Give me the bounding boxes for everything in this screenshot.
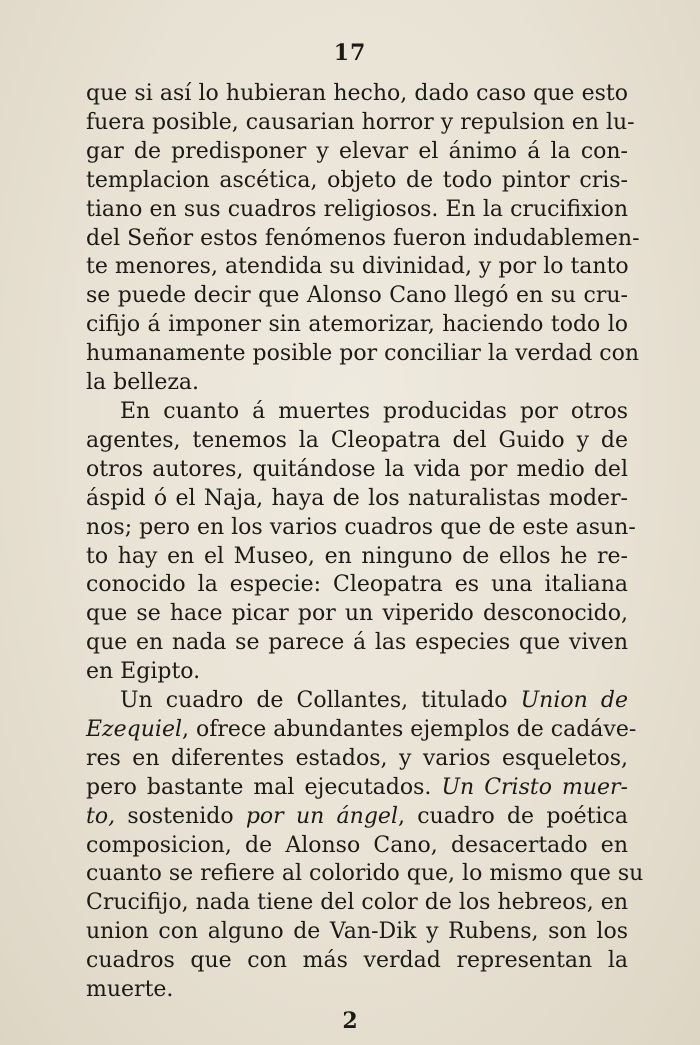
text-line: agentes, tenemos la Cleopatra del Guido y de xyxy=(86,427,628,453)
text-line: fuera posible, causarian horror y repulsion en lu- xyxy=(86,109,635,135)
text-line: muerte. xyxy=(86,977,174,1003)
text-line: otros autores, quitándose la vida por medio del xyxy=(86,456,628,482)
paragraph xyxy=(86,687,644,1005)
text-line: union con alguno de Van-Dik y Rubens, son los xyxy=(86,919,628,945)
text-line: En cuanto á muertes producidas por otros xyxy=(120,398,628,424)
text-line: cuadros que con más verdad representan la xyxy=(86,948,628,974)
paragraph xyxy=(86,80,640,398)
text-line: to hay en el Museo, en ninguno de ellos he re- xyxy=(86,543,628,569)
text-segment: , ofrece abundantes ejemplos de cadáve- xyxy=(182,716,637,742)
text-line: humanamente posible por conciliar la verdad con xyxy=(86,341,640,367)
text-line: en Egipto. xyxy=(86,659,201,685)
text-line: que se hace picar por un viperido desconocido, xyxy=(86,601,628,627)
paragraph xyxy=(86,398,636,687)
text-line: te menores, atendida su divinidad, y por lo tanto xyxy=(86,254,629,280)
text-line: que en nada se parece á las especies que viven xyxy=(86,630,628,656)
signature-mark: 2 xyxy=(342,1008,358,1034)
text-line: áspid ó el Naja, haya de los naturalistas moder- xyxy=(86,485,628,511)
text-line: composicion, de Alonso Cano, desacertado en xyxy=(86,832,628,858)
text-line: conocido la especie: Cleopatra es una italiana xyxy=(86,572,628,598)
text-segment: sostenido xyxy=(115,803,246,829)
page-number: 17 xyxy=(333,40,367,66)
text-line: tiano en sus cuadros religiosos. En la crucifixion xyxy=(86,196,628,222)
text-line: res en diferentes estados, y varios esqueletos, xyxy=(86,745,628,771)
text-line xyxy=(86,716,637,745)
text-line: nos; pero en los varios cuadros que de este asun- xyxy=(86,514,636,540)
italic-title: to, xyxy=(86,803,116,829)
text-line: gar de predisponer y elevar el ánimo á la con- xyxy=(86,138,628,164)
italic-title: Union de xyxy=(520,688,628,714)
text-segment: , cuadro de poética xyxy=(397,803,628,829)
text-line xyxy=(86,687,628,716)
text-line xyxy=(86,774,628,803)
text-line: se puede decir que Alonso Cano llegó en su cru- xyxy=(86,283,628,309)
text-line: cifijo á imponer sin atemorizar, haciendo todo lo xyxy=(86,312,628,338)
text-line: cuanto se refiere al colorido que, lo mismo que su xyxy=(86,861,644,887)
body-text xyxy=(86,80,644,1005)
text-segment: pero bastante mal ejecutados. xyxy=(86,774,442,800)
text-line: la belleza. xyxy=(86,370,200,396)
text-line xyxy=(86,803,628,832)
text-line: templacion ascética, objeto de todo pintor cris- xyxy=(86,167,628,193)
text-line: que si así lo hubieran hecho, dado caso que esto xyxy=(86,81,628,106)
italic-title: Ezequiel xyxy=(86,716,183,742)
italic-title: por un ángel xyxy=(245,803,398,829)
text-line: del Señor estos fenómenos fueron indudablemen- xyxy=(86,225,640,251)
italic-title: Un Cristo muer- xyxy=(441,774,628,800)
text-segment: Un cuadro de Collantes, titulado xyxy=(120,688,521,714)
text-line: Crucifijo, nada tiene del color de los hebreos, en xyxy=(86,890,628,916)
